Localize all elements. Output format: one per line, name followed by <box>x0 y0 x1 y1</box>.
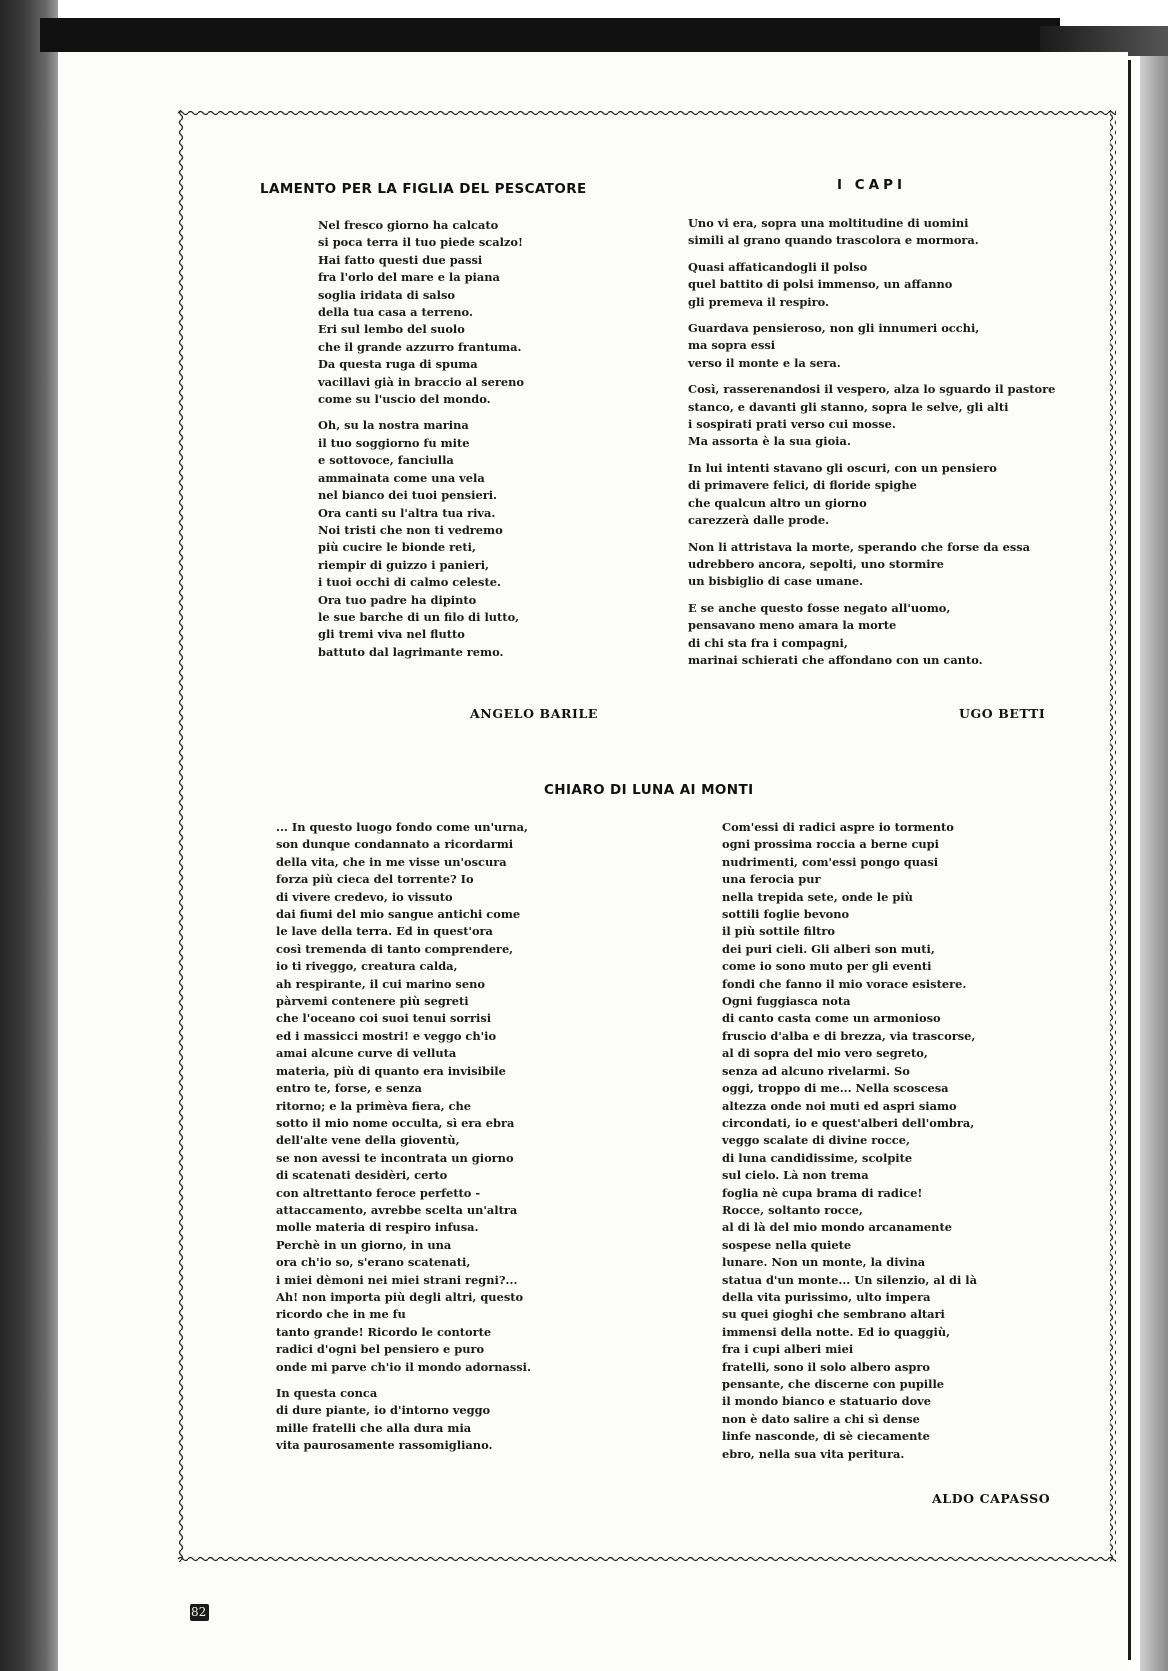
poem-stanza <box>276 1385 531 1455</box>
poem-line: molle materia di respiro infusa. <box>276 1220 479 1235</box>
poem-line: forza più cieca del torrente? Io <box>276 872 474 887</box>
poem-line: il più sottile filtro <box>722 924 836 939</box>
poem-line: attaccamento, avrebbe scelta un'altra <box>276 1202 518 1217</box>
lamento-body <box>318 217 524 661</box>
scan-right-line <box>1128 60 1131 1660</box>
poem-line: il tuo soggiorno fu mite <box>318 435 470 450</box>
poem-line: Hai fatto questi due passi <box>318 252 483 267</box>
poem-line: pensante, che discerne con pupille <box>722 1377 945 1391</box>
poem-line: Ogni fuggiasca nota <box>722 994 851 1009</box>
poem-line: Ma assorta è la sua gioia. <box>688 434 851 449</box>
poem-line: soglia iridata di salso <box>318 287 455 302</box>
chiaro-right-column <box>722 819 977 1463</box>
poem-line: si poca terra il tuo piede scalzo! <box>318 235 523 250</box>
chiaro-left-column <box>276 819 531 1455</box>
poem-line: Com'essi di radici aspre io tormento <box>722 820 954 834</box>
poem-line: ma sopra essi <box>688 338 776 353</box>
poem-line: Ora canti su l'altra tua riva. <box>318 505 496 520</box>
poem-line: vita paurosamente rassomigliano. <box>276 1438 493 1453</box>
poem-line: son dunque condannato a ricordarmi <box>276 837 514 852</box>
poem-stanza <box>276 819 531 1376</box>
poem-line: al di là del mio mondo arcanamente <box>722 1220 952 1235</box>
poem-line: Così, rasserenandosi il vespero, alza lo sguardo il pastore <box>688 382 1056 397</box>
poem-line: ogni prossima roccia a berne cupi <box>722 837 939 852</box>
poem-stanza <box>318 217 524 408</box>
poem-line: mille fratelli che alla dura mia <box>276 1420 472 1435</box>
poem-line: radici d'ogni bel pensiero e puro <box>276 1342 485 1357</box>
page-number: 82 <box>190 1604 209 1621</box>
poem-line: verso il monte e la sera. <box>688 355 841 370</box>
poem-stanza <box>318 417 524 661</box>
poem-line: battuto dal lagrimante remo. <box>318 644 504 659</box>
poem-line: ora ch'io so, s'erano scatenati, <box>276 1255 471 1270</box>
poem-line: amai alcune curve di velluta <box>276 1046 457 1061</box>
poem-line: più cucire le bionde reti, <box>318 540 476 555</box>
poem-line: ricordo che in me fu <box>276 1307 406 1322</box>
capi-author: UGO BETTI <box>959 706 1046 721</box>
poem-line: pensavano meno amara la morte <box>688 618 897 633</box>
chiaro-author: ALDO CAPASSO <box>932 1491 1051 1506</box>
poem-line: Ah! non importa più degli altri, questo <box>276 1289 524 1304</box>
poem-line: gli tremi viva nel flutto <box>318 627 465 642</box>
poem-line: con altrettanto feroce perfetto - <box>276 1185 481 1200</box>
poem-line: Uno vi era, sopra una moltitudine di uomini <box>688 216 969 230</box>
poem-line: materia, più di quanto era invisibile <box>276 1063 506 1078</box>
poem-line: veggo scalate di divine rocce, <box>722 1133 910 1148</box>
poem-line: sotto il mio nome occulta, sì era ebra <box>276 1115 515 1130</box>
poem-line: di canto casta come un armonioso <box>722 1011 941 1026</box>
poem-line: che l'oceano coi suoi tenui sorrisi <box>276 1011 492 1026</box>
poem-line: entro te, forse, e senza <box>276 1081 422 1096</box>
poem-line: ebro, nella sua vita peritura. <box>722 1446 905 1461</box>
poem-line: sottili foglie bevono <box>722 907 850 922</box>
poem-line: linfe nasconde, di sè ciecamente <box>722 1429 930 1444</box>
scan-left-edge <box>0 0 58 1671</box>
poem-line: al di sopra del mio vero segreto, <box>722 1046 928 1061</box>
poem-line: nel bianco dei tuoi pensieri. <box>318 488 497 503</box>
poem-line: così tremenda di tanto comprendere, <box>276 941 514 956</box>
poem-line: se non avessi te incontrata un giorno <box>276 1150 514 1165</box>
poem-line: come io sono muto per gli eventi <box>722 959 932 974</box>
poem-line: dell'alte vene della gioventù, <box>276 1133 460 1148</box>
poem-line: ... In questo luogo fondo come un'urna, <box>276 820 528 834</box>
poem-line: In lui intenti stavano gli oscuri, con un pensiero <box>688 460 997 475</box>
poem-line: su quei gioghi che sembrano altari <box>722 1307 945 1322</box>
poem-line: altezza onde noi muti ed aspri siamo <box>722 1098 957 1113</box>
poem-line: oggi, troppo di me... Nella scoscesa <box>722 1081 949 1096</box>
poem-line: dei puri cieli. Gli alberi son muti, <box>722 941 935 956</box>
poem-line: vacillavi già in braccio al sereno <box>318 374 524 389</box>
lamento-author: ANGELO BARILE <box>470 706 598 721</box>
poem-line: marinai schierati che affondano con un canto. <box>688 652 983 667</box>
poem-line: di luna candidissime, scolpite <box>722 1150 913 1165</box>
poem-line: della vita purissimo, ulto impera <box>722 1289 931 1304</box>
poem-stanza <box>688 215 1055 250</box>
poem-line: circondati, io e quest'alberi dell'ombra, <box>722 1115 975 1130</box>
poem-line: le sue barche di un filo di lutto, <box>318 609 520 624</box>
poem-stanza <box>688 539 1055 591</box>
scan-right-edge <box>1140 56 1168 1671</box>
poem-line: di vivere credevo, io vissuto <box>276 889 453 904</box>
poem-line: pàrvemi contenere più segreti <box>276 994 469 1009</box>
poem-line: tanto grande! Ricordo le contorte <box>276 1324 492 1339</box>
poem-line: le lave della terra. Ed in quest'ora <box>276 924 493 939</box>
poem-line: Noi tristi che non ti vedremo <box>318 522 503 537</box>
poem-line: senza ad alcuno rivelarmi. So <box>722 1063 910 1078</box>
poem-line: e sottovoce, fanciulla <box>318 453 454 468</box>
poem-line: immensi della notte. Ed io quaggiù, <box>722 1324 951 1339</box>
poem-line: lunare. Non un monte, la divina <box>722 1255 926 1270</box>
poem-line: Nel fresco giorno ha calcato <box>318 218 499 232</box>
poem-line: Rocce, soltanto rocce, <box>722 1202 863 1217</box>
poem-line: di primavere felici, di floride spighe <box>688 478 917 493</box>
poem-line: ed i massicci mostri! e veggo ch'io <box>276 1028 497 1043</box>
poem-line: della tua casa a terreno. <box>318 305 473 320</box>
poem-line: come su l'uscio del mondo. <box>318 392 491 407</box>
poem-line: fra i cupi alberi miei <box>722 1342 854 1357</box>
poem-line: ah respirante, il cui marino seno <box>276 976 485 991</box>
poem-stanza <box>688 460 1055 530</box>
poem-line: di chi sta fra i compagni, <box>688 635 848 650</box>
poem-line: sospese nella quiete <box>722 1237 852 1252</box>
poem-stanza <box>688 381 1055 451</box>
poem-line: una ferocia pur <box>722 872 821 887</box>
poem-line: fondi che fanno il mio vorace esistere. <box>722 976 967 991</box>
poem-line: fratelli, sono il solo albero aspro <box>722 1359 930 1374</box>
poem-line: E se anche questo fosse negato all'uomo, <box>688 600 951 615</box>
poem-stanza <box>688 259 1055 311</box>
poem-line: Perchè in un giorno, in una <box>276 1237 452 1252</box>
poem-stanza <box>722 819 977 1463</box>
poem-stanza <box>688 600 1055 670</box>
poem-line: quel battito di polsi immenso, un affanno <box>688 277 953 292</box>
poem-stanza <box>688 320 1055 372</box>
poem-line: Non li attristava la morte, sperando che forse da essa <box>688 539 1031 554</box>
poem-line: che qualcun altro un giorno <box>688 495 867 510</box>
poem-line: fra l'orlo del mare e la piana <box>318 270 500 285</box>
poem-line: ritorno; e la primèva fiera, che <box>276 1098 471 1113</box>
poem-line: i miei dèmoni nei miei strani regni?... <box>276 1272 518 1287</box>
lamento-title: LAMENTO PER LA FIGLIA DEL PESCATORE <box>260 181 587 197</box>
poem-line: il mondo bianco e statuario dove <box>722 1394 932 1409</box>
capi-title: I CAPI <box>837 177 906 193</box>
poem-line: che il grande azzurro frantuma. <box>318 339 522 354</box>
poem-line: simili al grano quando trascolora e mormora. <box>688 233 979 248</box>
poem-line: Guardava pensieroso, non gli innumeri occhi, <box>688 321 980 336</box>
poem-line: io ti riveggo, creatura calda, <box>276 959 458 974</box>
poem-line: dai fiumi del mio sangue antichi come <box>276 907 521 922</box>
scan-top-bar <box>40 18 1060 52</box>
chiaro-title: CHIARO DI LUNA AI MONTI <box>544 782 754 798</box>
poem-line: Quasi affaticandogli il polso <box>688 259 868 274</box>
poem-line: un bisbiglio di case umane. <box>688 574 864 589</box>
poem-line: carezzerà dalle prode. <box>688 513 830 528</box>
poem-line: nudrimenti, com'essi pongo quasi <box>722 854 939 869</box>
poem-line: stanco, e davanti gli stanno, sopra le selve, gli alti <box>688 399 1009 414</box>
poem-line: nella trepida sete, onde le più <box>722 889 913 904</box>
poem-line: statua d'un monte... Un silenzio, al di là <box>722 1272 977 1287</box>
poem-line: Oh, su la nostra marina <box>318 418 469 433</box>
poem-line: riempir di guizzo i panieri, <box>318 557 490 572</box>
poem-line: sul cielo. Là non trema <box>722 1168 869 1183</box>
capi-body <box>688 215 1055 669</box>
poem-line: della vita, che in me visse un'oscura <box>276 854 507 869</box>
poem-line: di scatenati desidèri, certo <box>276 1168 448 1183</box>
poem-line: onde mi parve ch'io il mondo adornassi. <box>276 1359 531 1374</box>
poem-line: i tuoi occhi di calmo celeste. <box>318 575 501 590</box>
poem-line: fruscio d'alba e di brezza, via trascorse, <box>722 1028 976 1043</box>
poem-line: Eri sul lembo del suolo <box>318 322 465 337</box>
poem-line: di dure piante, io d'intorno veggo <box>276 1403 491 1418</box>
poem-line: ammainata come una vela <box>318 470 485 485</box>
poem-line: gli premeva il respiro. <box>688 294 829 309</box>
poem-line: i sospirati prati verso cui mosse. <box>688 417 896 432</box>
poem-line: foglia nè cupa brama di radice! <box>722 1185 923 1200</box>
poem-line: udrebbero ancora, sepolti, uno stormire <box>688 556 944 571</box>
poem-line: non è dato salire a chi sì dense <box>722 1411 920 1426</box>
poem-line: In questa conca <box>276 1386 378 1400</box>
poem-line: Ora tuo padre ha dipinto <box>318 592 477 607</box>
poem-line: Da questa ruga di spuma <box>318 357 478 372</box>
